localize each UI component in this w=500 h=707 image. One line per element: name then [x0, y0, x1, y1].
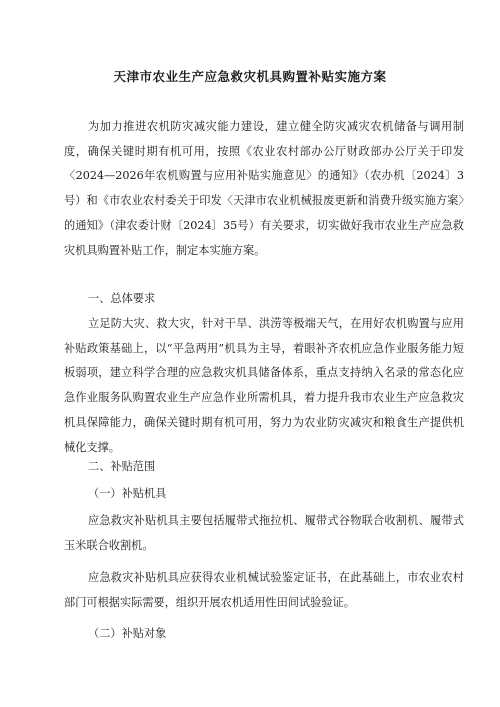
intro-paragraph: 为加力推进农机防灾减灾能力建设，建立健全防灾减灾农机储备与调用制度，确保关键时期有机可用，按照《农业农村部办公厅财政部办公厅关于印发〈2024—2026年农机购置与应用补贴实施意见〉的通知》（农办机〔2024〕3号）和《市农业农村委关于印发〈天津市农业机械报废更新和消费升级实施方案〉的通知》（津农委计财〔2024〕35号）有关要求，切实做好我市农业生产应急救灾机具购置补贴工作，制定本实施方案。	[64, 120, 464, 257]
subsection-heading-machines: （一）补贴机具	[88, 487, 167, 500]
section-body-overall: 立足防大灾、救大灾，针对干旱、洪涝等极端天气，在用好农机购置与应用补贴政策基础上，以“平急两用”机具为主导，着眼补齐农机应急作业服务能力短板弱项，建立科学合理的应急救灾机具储备体系，重点支持纳入名录的常态化应急作业服务队购置农业生产应急作业所需机具，着力提升我市农业生产应急救灾机具保障能力，确保关键时期有机可用，努力为农业防灾减灾和粮食生产提供机械化支撑。	[64, 317, 464, 454]
machines-paragraph: 应急救灾补贴机具主要包括履带式拖拉机、履带式谷物联合收割机、履带式玉米联合收割机。	[64, 514, 464, 552]
certification-paragraph: 应急救灾补贴机具应获得农业机械试验鉴定证书，在此基础上，市农业农村部门可根据实际需要，组织开展农机适用性田间试验验证。	[64, 571, 464, 609]
section-heading-overall: 一、总体要求	[88, 292, 156, 305]
section-heading-scope: 二、补贴范围	[88, 460, 156, 473]
subsection-heading-recipients: （二）补贴对象	[88, 627, 167, 640]
document-title: 天津市农业生产应急救灾机具购置补贴实施方案	[113, 69, 387, 84]
